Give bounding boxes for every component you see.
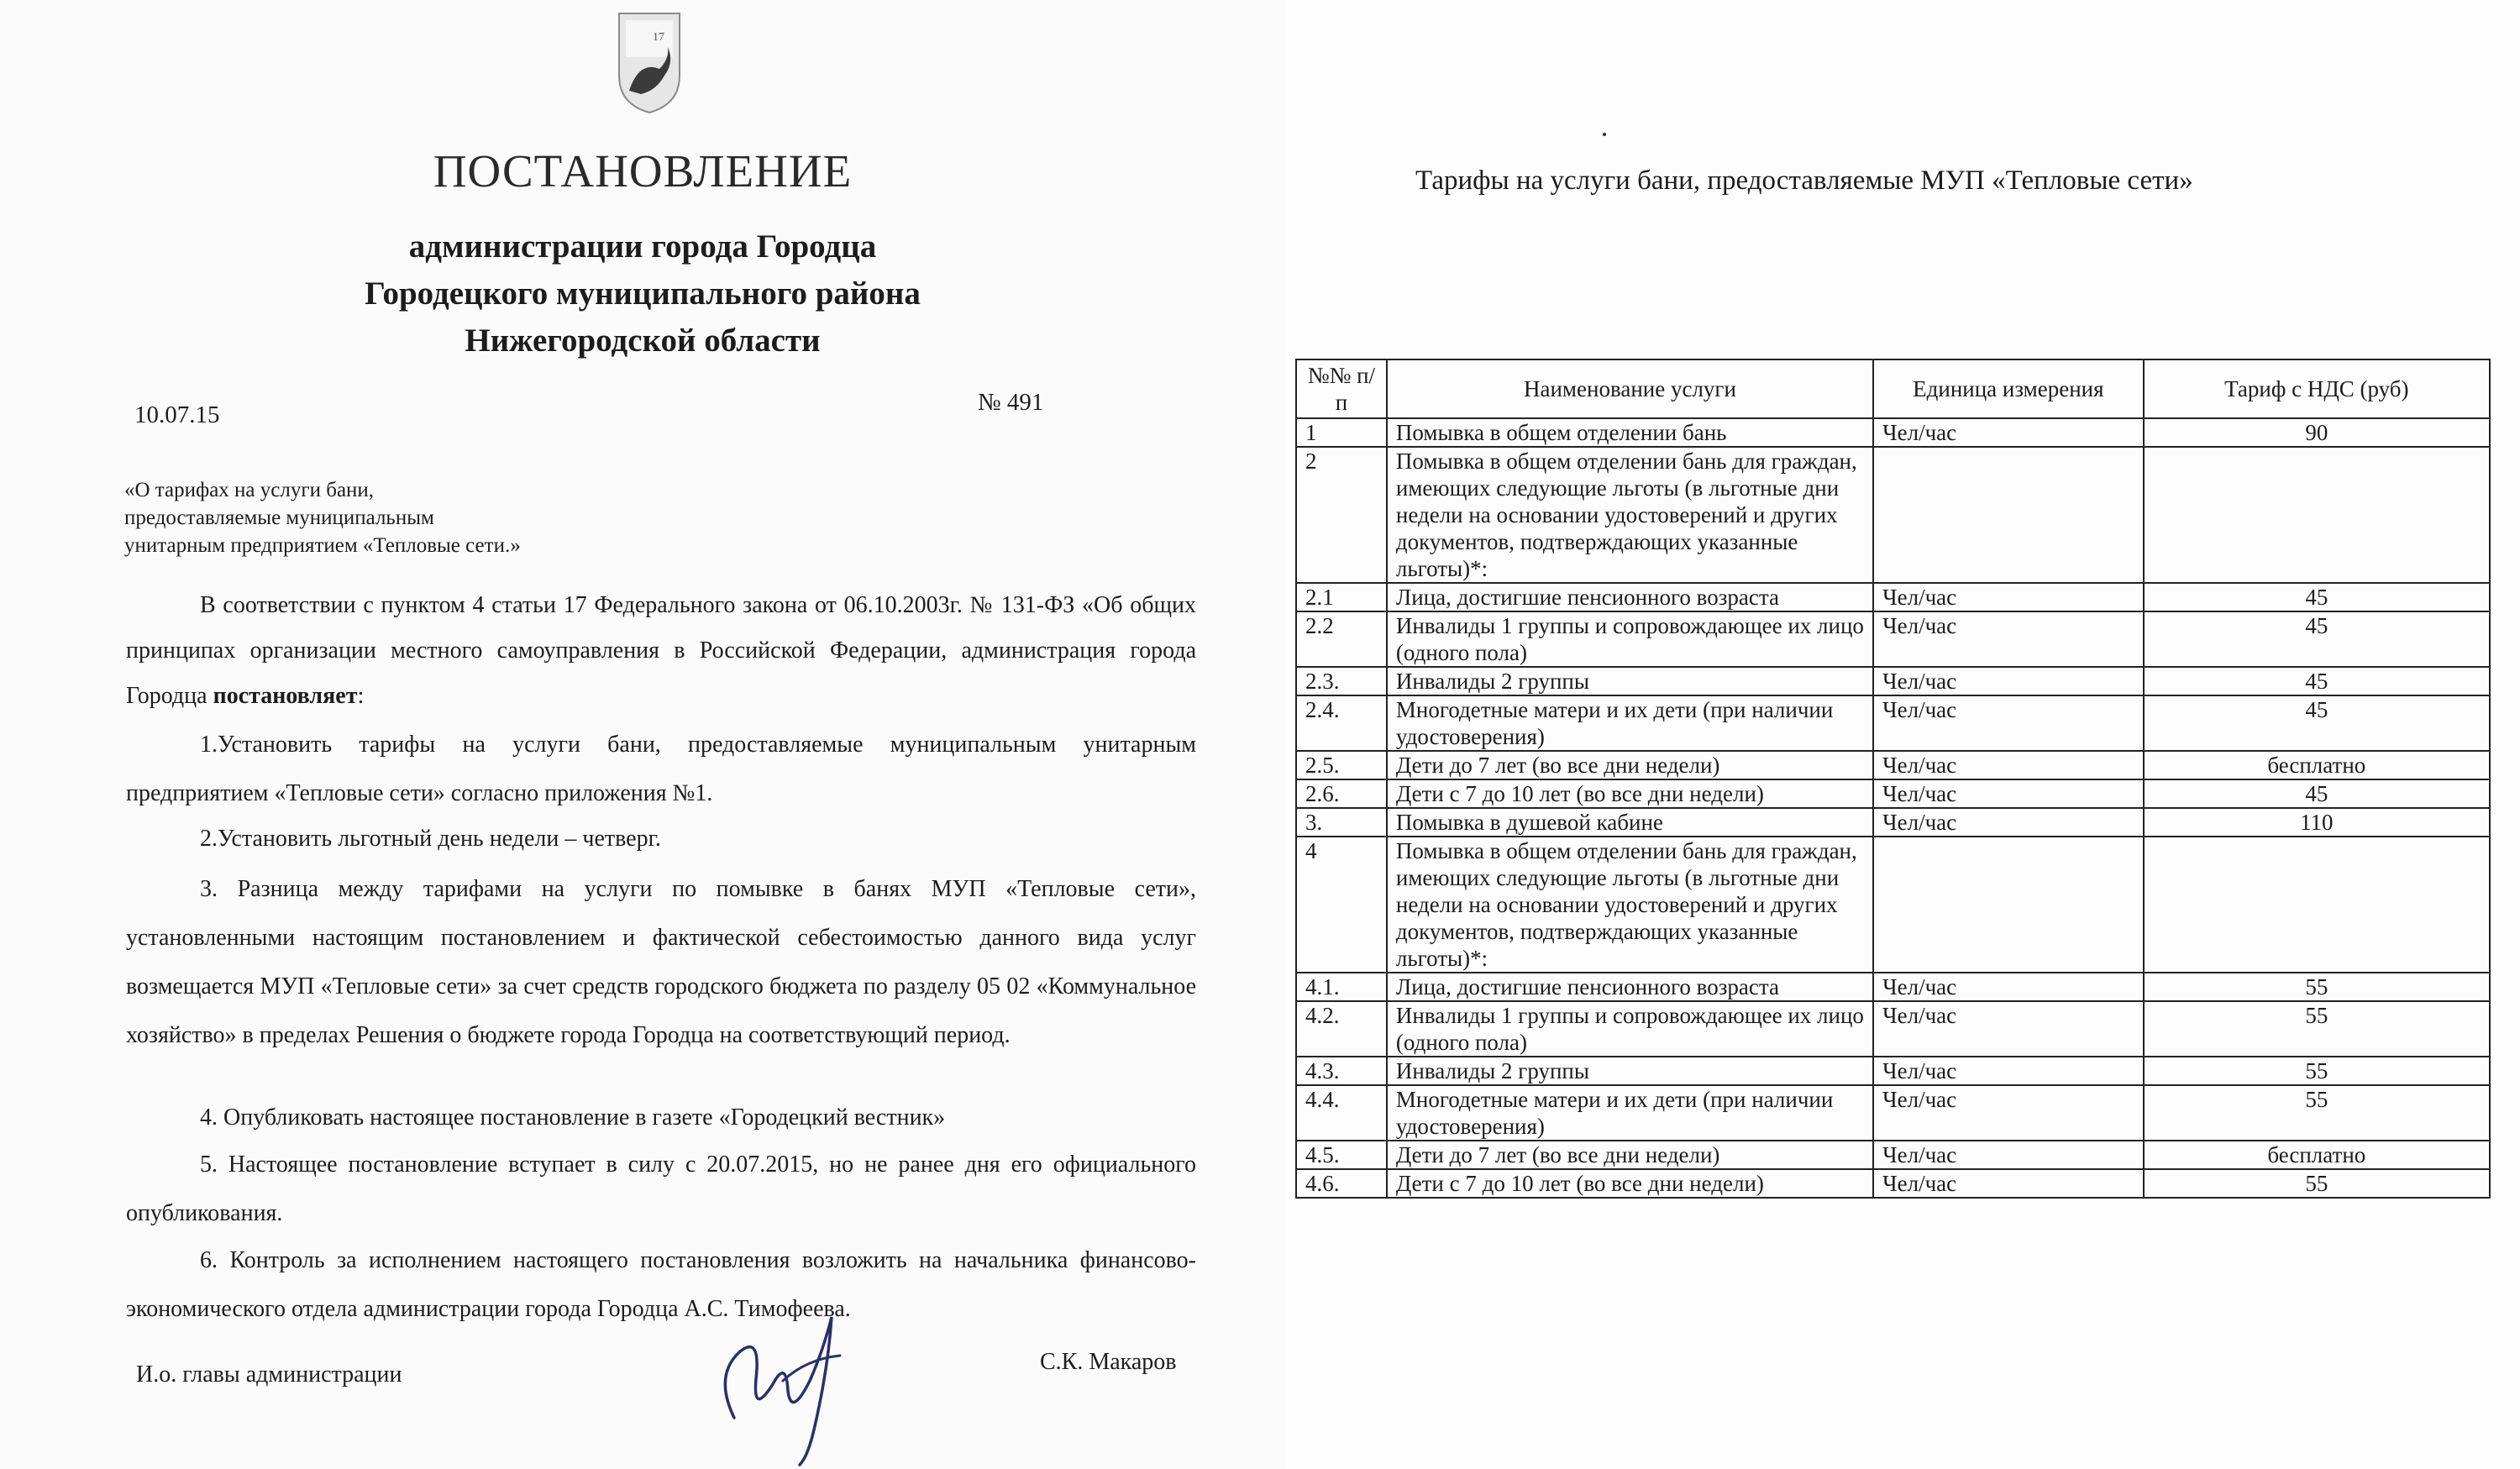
subject-line: предоставляемые муниципальным xyxy=(124,506,434,529)
header-unit: Единица измерения xyxy=(1873,359,2144,418)
row-number: 4.6. xyxy=(1296,1169,1387,1198)
row-number: 2.6. xyxy=(1296,779,1387,808)
row-service: Дети до 7 лет (во все дни недели) xyxy=(1387,751,1873,779)
row-number: 2.2 xyxy=(1296,611,1387,667)
row-price: 45 xyxy=(2144,583,2490,611)
row-service: Помывка в общем отделении бань для граждан, имеющих следующие льготы (в льготные дни недели на основании удостоверений и других документов, подтверждающих указанные льготы)*: xyxy=(1387,447,1873,583)
row-service: Инвалиды 1 группы и сопровождающее их лицо (одного пола) xyxy=(1387,1001,1873,1057)
row-unit: Чел/час xyxy=(1873,1057,2144,1085)
row-service: Лица, достигшие пенсионного возраста xyxy=(1387,583,1873,611)
row-number: 2.1 xyxy=(1296,583,1387,611)
city-crest-emblem xyxy=(616,10,683,116)
row-unit: Чел/час xyxy=(1873,1169,2144,1198)
row-unit: Чел/час xyxy=(1873,973,2144,1001)
row-price xyxy=(2144,837,2490,973)
row-price: 45 xyxy=(2144,667,2490,695)
clause-text: 5. Настоящее постановление вступает в силу с 20.07.2015, но не ранее дня его официального опубликования. xyxy=(126,1152,1196,1226)
row-number: 1 xyxy=(1296,418,1387,447)
row-price: бесплатно xyxy=(2144,751,2490,779)
row-number: 4.5. xyxy=(1296,1141,1387,1169)
row-price: 45 xyxy=(2144,695,2490,751)
row-price: 90 xyxy=(2144,418,2490,447)
row-unit: Чел/час xyxy=(1873,611,2144,667)
row-service: Дети до 7 лет (во все дни недели) xyxy=(1387,1141,1873,1169)
preamble-colon: : xyxy=(357,683,365,709)
document-number: № 491 xyxy=(978,389,1044,416)
row-number: 2.5. xyxy=(1296,751,1387,779)
row-price: 55 xyxy=(2144,1169,2490,1198)
row-service: Инвалиды 1 группы и сопровождающее их лицо (одного пола) xyxy=(1387,611,1873,667)
preamble-paragraph xyxy=(126,583,1196,719)
table-row xyxy=(1296,808,2490,837)
row-service: Инвалиды 2 группы xyxy=(1387,667,1873,695)
row-service: Дети с 7 до 10 лет (во все дни недели) xyxy=(1387,779,1873,808)
document-subject xyxy=(124,476,521,559)
row-service: Лица, достигшие пенсионного возраста xyxy=(1387,973,1873,1001)
clause-4 xyxy=(126,1094,1196,1142)
table-row xyxy=(1296,1141,2490,1169)
row-unit: Чел/час xyxy=(1873,779,2144,808)
row-unit: Чел/час xyxy=(1873,751,2144,779)
row-service: Помывка в душевой кабине xyxy=(1387,808,1873,837)
tariffs-table xyxy=(1295,359,2491,1199)
row-price xyxy=(2144,447,2490,583)
crest-number: 17 xyxy=(653,31,664,44)
row-unit: Чел/час xyxy=(1873,1085,2144,1141)
subject-line: «О тарифах на услуги бани, xyxy=(124,479,375,501)
row-unit: Чел/час xyxy=(1873,1141,2144,1169)
issuing-authority xyxy=(0,223,1285,365)
row-price: 45 xyxy=(2144,611,2490,667)
signatory-role: И.о. главы администрации xyxy=(136,1361,402,1388)
row-number: 4.2. xyxy=(1296,1001,1387,1057)
table-row xyxy=(1296,1169,2490,1198)
row-number: 4.4. xyxy=(1296,1085,1387,1141)
row-number: 2 xyxy=(1296,447,1387,583)
header-service: Наименование услуги xyxy=(1387,359,1873,418)
table-row xyxy=(1296,667,2490,695)
row-unit: Чел/час xyxy=(1873,695,2144,751)
row-price: бесплатно xyxy=(2144,1141,2490,1169)
clause-6 xyxy=(126,1236,1196,1334)
clause-1 xyxy=(126,721,1196,818)
row-number: 4 xyxy=(1296,837,1387,973)
table-header-row xyxy=(1296,359,2490,418)
row-unit: Чел/час xyxy=(1873,1001,2144,1057)
row-service: Инвалиды 2 группы xyxy=(1387,1057,1873,1085)
table-row xyxy=(1296,1001,2490,1057)
row-price: 55 xyxy=(2144,1057,2490,1085)
scan-speck xyxy=(1603,133,1606,136)
header-number: №№ п/п xyxy=(1296,359,1387,418)
row-price: 55 xyxy=(2144,1001,2490,1057)
table-row xyxy=(1296,1057,2490,1085)
row-unit xyxy=(1873,837,2144,973)
row-unit xyxy=(1873,447,2144,583)
row-number: 2.3. xyxy=(1296,667,1387,695)
row-price: 110 xyxy=(2144,808,2490,837)
row-price: 55 xyxy=(2144,973,2490,1001)
header-price: Тариф с НДС (руб) xyxy=(2144,359,2490,418)
row-unit: Чел/час xyxy=(1873,583,2144,611)
preamble-keyword: постановляет xyxy=(213,683,358,709)
subject-line: унитарным предприятием «Тепловые сети.» xyxy=(124,534,521,557)
row-service: Дети с 7 до 10 лет (во все дни недели) xyxy=(1387,1169,1873,1198)
table-row xyxy=(1296,611,2490,667)
row-price: 45 xyxy=(2144,779,2490,808)
authority-line: администрации города Городца xyxy=(408,228,877,265)
clause-3 xyxy=(126,865,1196,1060)
appendix-heading: Тарифы на услуги бани, предоставляемые МУП «Тепловые сети» xyxy=(1415,165,2193,196)
table-row xyxy=(1296,418,2490,447)
table-row xyxy=(1296,779,2490,808)
row-unit: Чел/час xyxy=(1873,418,2144,447)
table-row xyxy=(1296,751,2490,779)
row-number: 4.1. xyxy=(1296,973,1387,1001)
document-title: ПОСТАНОВЛЕНИЕ xyxy=(433,145,853,197)
row-service: Многодетные матери и их дети (при наличии удостоверения) xyxy=(1387,1085,1873,1141)
clause-5 xyxy=(126,1141,1196,1238)
clause-text: 4. Опубликовать настоящее постановление в газете «Городецкий вестник» xyxy=(200,1104,946,1131)
table-row xyxy=(1296,695,2490,751)
authority-line: Городецкого муниципального района xyxy=(365,275,921,312)
table-row xyxy=(1296,837,2490,973)
row-unit: Чел/час xyxy=(1873,808,2144,837)
clause-2 xyxy=(126,815,1196,863)
clause-text: 2.Установить льготный день недели – четверг. xyxy=(200,826,661,852)
clause-text: 3. Разница между тарифами на услуги по помывке в банях МУП «Тепловые сети», установленными настоящим постановлением и фактической себестоимостью данного вида услуг возмещается МУП «Тепловые сети» за счет средств городского бюджета по разделу 05 02 «Коммунальное хозяйство» в пределах Решения о бюджете города Городца на соответствующий период. xyxy=(126,876,1196,1048)
row-service: Помывка в общем отделении бань для граждан, имеющих следующие льготы (в льготные дни недели на основании удостоверений и других документов, подтверждающих указанные льготы)*: xyxy=(1387,837,1873,973)
authority-line: Нижегородской области xyxy=(465,323,821,359)
row-number: 4.3. xyxy=(1296,1057,1387,1085)
table-row xyxy=(1296,583,2490,611)
table-row xyxy=(1296,1085,2490,1141)
row-number: 2.4. xyxy=(1296,695,1387,751)
row-number: 3. xyxy=(1296,808,1387,837)
preamble-text: В соответствии с пунктом 4 статьи 17 Федерального закона от 06.10.2003г. № 131-ФЗ «Об общих принципах организации местного самоуправления в Российской Федерации, администрация города Городца xyxy=(126,592,1196,709)
row-unit: Чел/час xyxy=(1873,667,2144,695)
tariff-appendix-page xyxy=(1285,0,2520,1469)
row-price: 55 xyxy=(2144,1085,2490,1141)
signatory-name: С.К. Макаров xyxy=(1040,1349,1177,1375)
clause-text: 6. Контроль за исполнением настоящего постановления возложить на начальника финансово-экономического отдела администрации города Городца А.С. Тимофеева. xyxy=(126,1247,1196,1322)
table-row xyxy=(1296,447,2490,583)
clause-text: 1.Установить тарифы на услуги бани, предоставляемые муниципальным унитарным предприятием «Тепловые сети» согласно приложения №1. xyxy=(126,732,1196,806)
row-service: Помывка в общем отделении бань xyxy=(1387,418,1873,447)
handwritten-signature xyxy=(706,1300,874,1468)
table-row xyxy=(1296,973,2490,1001)
row-service: Многодетные матери и их дети (при наличии удостоверения) xyxy=(1387,695,1873,751)
document-date: 10.07.15 xyxy=(134,401,220,428)
